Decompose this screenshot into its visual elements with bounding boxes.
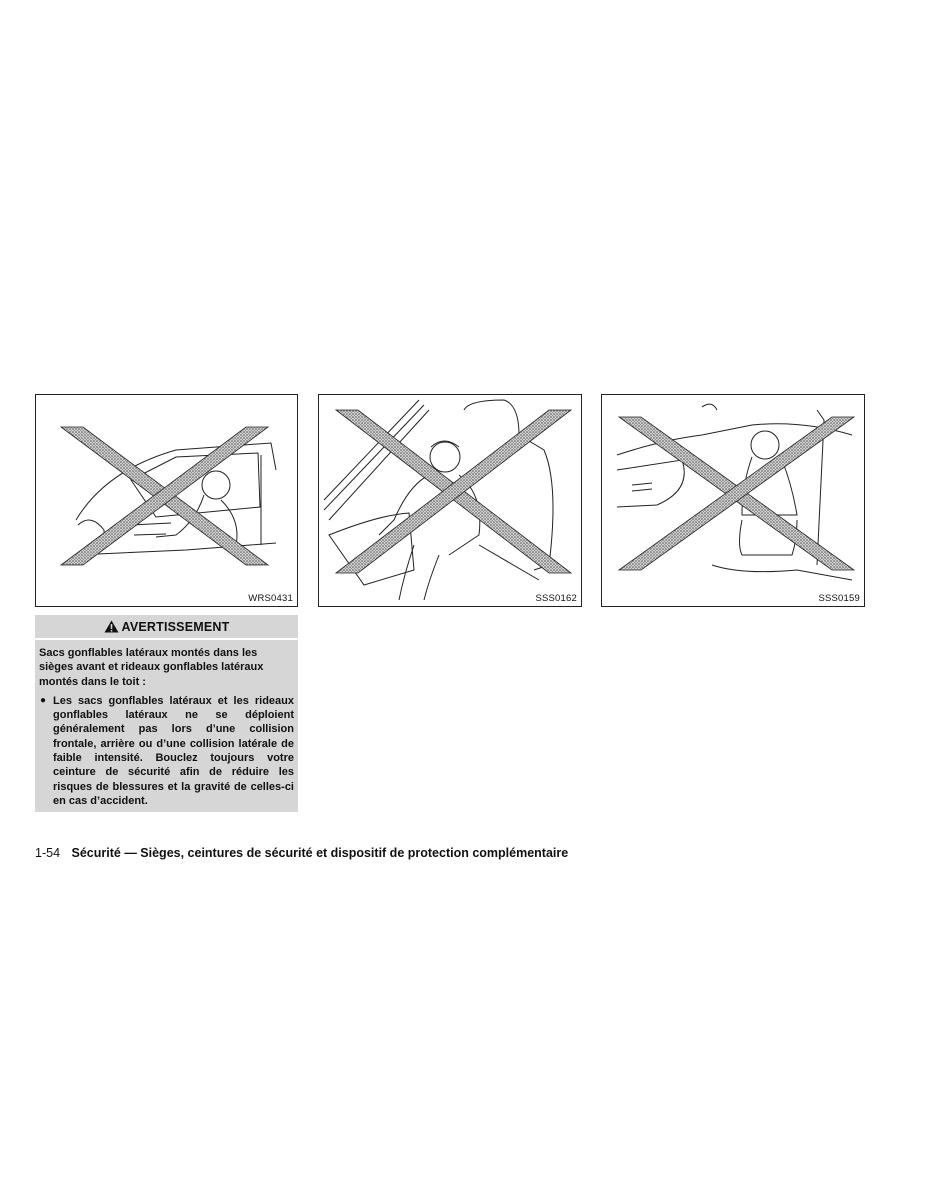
warning-title: AVERTISSEMENT xyxy=(121,619,230,634)
illustration-driver-leaning-window xyxy=(36,395,299,608)
illustration-child-in-seat xyxy=(319,395,583,608)
warning-box xyxy=(35,615,298,812)
figure-side-airbag-window xyxy=(35,394,298,607)
figure-code: SSS0162 xyxy=(535,593,577,604)
warning-body xyxy=(35,640,298,812)
warning-intro: Sacs gonflables latéraux montés dans les sièges avant et rideaux gonflables latéraux montés dans le toit : xyxy=(39,647,264,688)
figure-code: SSS0159 xyxy=(818,593,860,604)
illustration-child-standing-dashboard xyxy=(602,395,866,608)
figure-code: WRS0431 xyxy=(248,593,293,604)
warning-bullet-text: Les sacs gonflables latéraux et les rideaux gonflables latéraux ne se déploient généralement pas lors d’une collision frontale, arrière ou d’une collision latérale de faible intensité. Bouclez toujours votre ceinture de sécurité afin de réduire les risques de blessures et la gravité de celles-ci en cas d’accident. xyxy=(53,694,294,807)
warning-header xyxy=(35,615,298,640)
page-number: 1-54 xyxy=(35,846,61,860)
section-title: Sécurité — Sièges, ceintures de sécurité et dispositif de protection complémentaire xyxy=(71,846,569,860)
warning-bullet xyxy=(39,694,294,808)
figure-child-standing xyxy=(601,394,865,607)
warning-triangle-icon xyxy=(104,620,119,633)
page-footer xyxy=(35,846,568,860)
figure-child-seatbelt xyxy=(318,394,582,607)
bullet-icon: ● xyxy=(40,694,47,706)
